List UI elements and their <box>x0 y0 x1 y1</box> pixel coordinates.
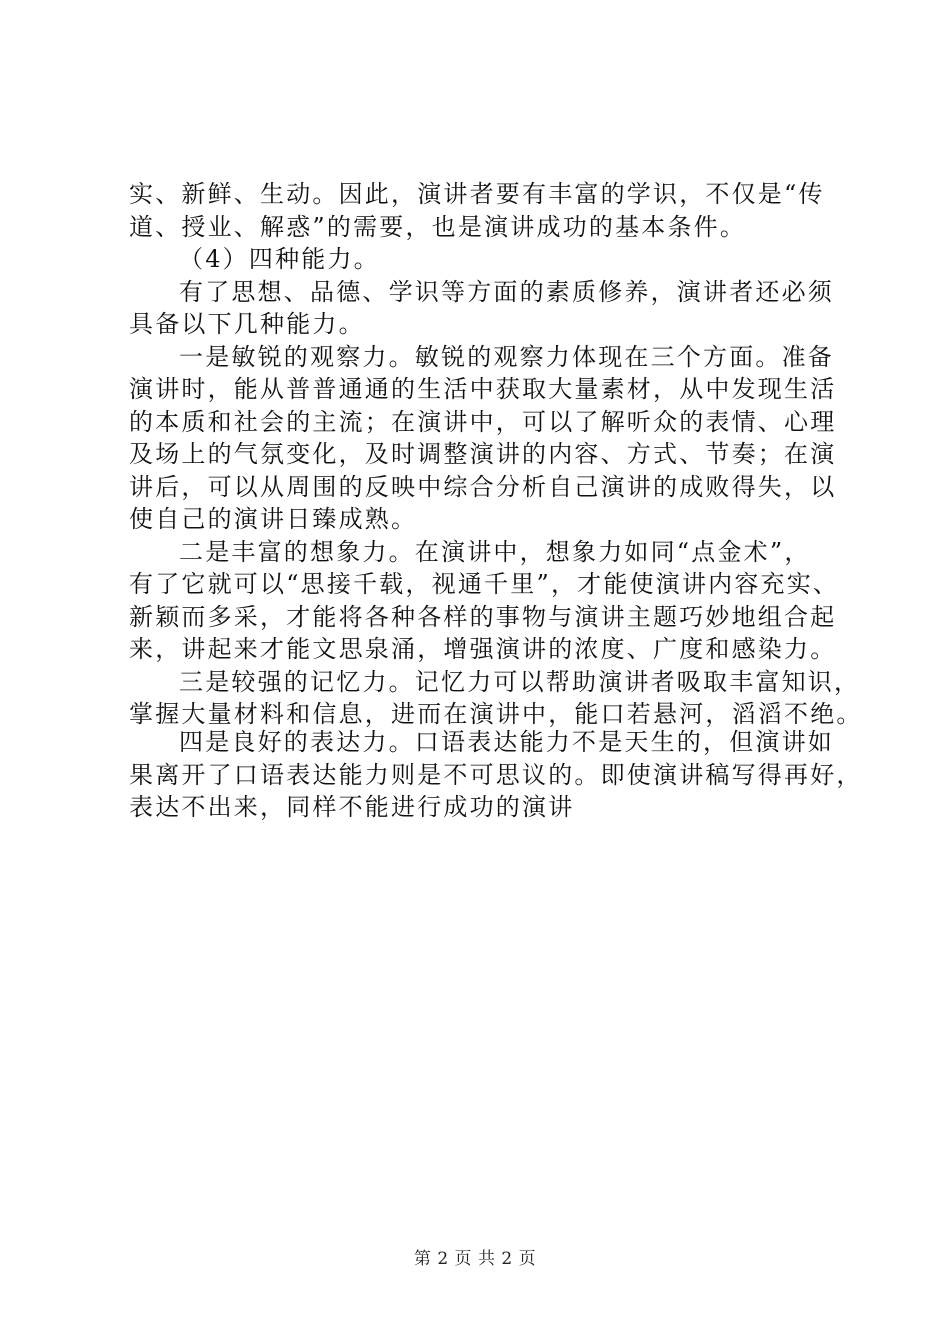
text-line: 有了它就可以“思接千载，视通千里”，才能使演讲内容充实、 <box>129 570 840 598</box>
body-text-block-continued <box>129 726 863 824</box>
text-line: 一是敏锐的观察力。敏锐的观察力体现在三个方面。准备 <box>179 342 834 371</box>
text-line: 讲后，可以从周围的反映中综合分析自己演讲的成败得失，以 <box>129 472 837 501</box>
text-line: 新颖而多采，才能将各种各样的事物与演讲主题巧妙地组合起 <box>129 602 837 631</box>
text-line: 来，讲起来才能文思泉涌，增强演讲的浓度、广度和感染力。 <box>129 635 837 663</box>
text-line: 果离开了口语表达能力则是不可思议的。即使演讲稿写得再好， <box>129 760 863 789</box>
text-line: 掌握大量材料和信息，进而在演讲中，能口若悬河，滔滔不绝。 <box>129 700 863 728</box>
text-line: 及场上的气氛变化，及时调整演讲的内容、方式、节奏；在演 <box>129 440 837 468</box>
text-line: 实、新鲜、生动。因此，演讲者要有丰富的学识，不仅是“传 <box>129 180 825 208</box>
text-line: 四是良好的表达力。口语表达能力不是天生的，但演讲如 <box>179 728 834 756</box>
text-line: 道、授业、解惑”的需要，也是演讲成功的基本条件。 <box>129 212 747 241</box>
text-line: 具备以下几种能力。 <box>129 310 365 338</box>
text-line: 表达不出来，同样不能进行成功的演讲 <box>129 793 575 821</box>
text-line: 演讲时，能从普普通通的生活中获取大量素材，从中发现生活 <box>129 375 837 403</box>
section-heading: （4）四种能力。 <box>179 245 380 273</box>
text-line: 有了思想、品德、学识等方面的素质修养，演讲者还必须 <box>179 277 834 306</box>
body-text-block <box>129 178 863 731</box>
text-line: 的本质和社会的主流；在演讲中，可以了解听众的表情、心理 <box>129 407 837 436</box>
text-line: 二是丰富的想象力。在演讲中，想象力如同“点金术”， <box>179 537 811 566</box>
text-line: 使自己的演讲日臻成熟。 <box>129 505 418 533</box>
page-number-footer: 第 2 页 共 2 页 <box>413 1249 537 1269</box>
text-line: 三是较强的记忆力。记忆力可以帮助演讲者吸取丰富知识， <box>179 667 861 696</box>
